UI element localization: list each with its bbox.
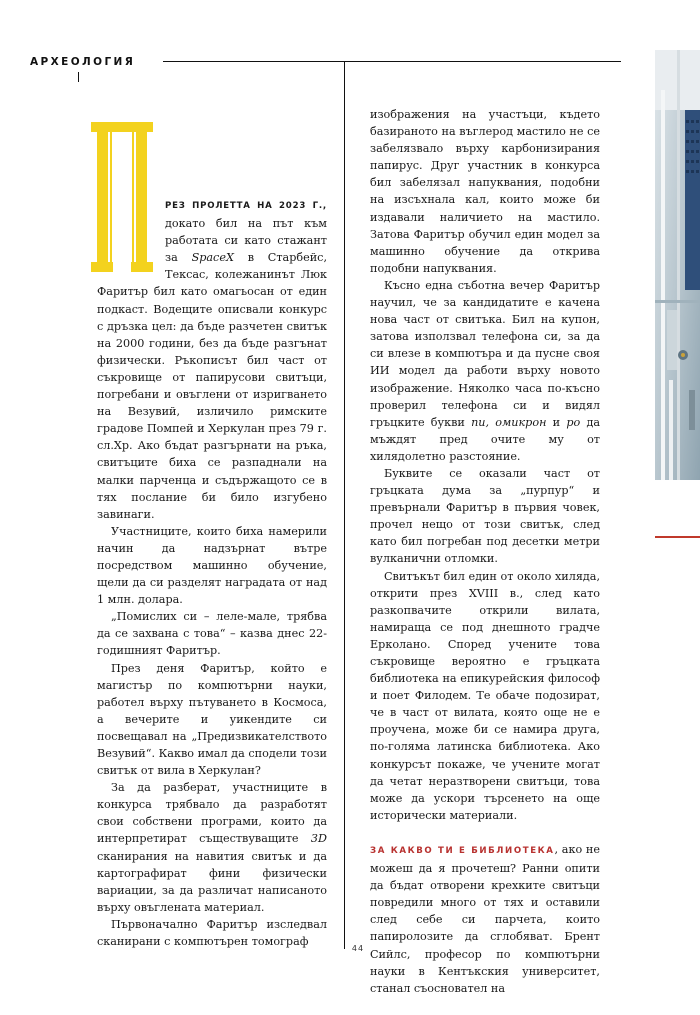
lead-in: РЕЗ ПРОЛЕТТА НА 2023 Г., <box>165 201 327 211</box>
paragraph-10: Свитъкът бил един от около хиляда, открити през XVIII в., след като разкопвачите открили вилата, намираща се под днешното градче Ерколано. Според учените това съкровище вероятно е гръцката библиотека на епикурейския философ и поет Филодем. Те обаче подозират, че в част от вилата, която още не е проучена, може би се намира друга, по-голяма латинска библиотека. Ако конкурсът покаже, че учените могат да четат неразтворени свитъци, това може да ускори търсенето на още исторически материали. <box>370 569 600 822</box>
paragraph-8: Късно една съботна вечер Фаритър научил, че за кандидатите е качена нова част от свитъка. Бил на купон, затова използвал телефона си, за да си влезе в компютъра и да пусне своя ИИ модел да работи върху новото изображение. Няколко часа по-късно проверил телефона си и видял гръцките букви пи, омикрон и ро да мъждят пред очите му от хилядолетно разстояние. <box>370 278 601 463</box>
page-number: 44 <box>351 944 365 953</box>
paragraph-4: През деня Фаритър, който е магистър по компютърни науки, работел върху пътуването в Космоса, а вечерите и уикендите си посвещавал на „Предизвикателството Везувий“. Какво имал да сподели този свитък от вила в Херкулан? <box>97 661 327 778</box>
article-column-2 <box>370 106 600 997</box>
column-divider <box>344 61 345 949</box>
paragraph-1: РЕЗ ПРОЛЕТТА НА 2023 Г., докато бил на път към работата си като стажант за SpaceX в Старбейс, Тексас, колежанинът Люк Фаритър бил като омагьосан от един подкаст. Водещите описвали конкурс с дръзка цел: да бъде разчетен свитък на 2000 години, без да бъде разгънат физически. Ръкописът бил част от съкровище от папирусови свитъци, погребани и овъглени от изригването на Везувий, изличило римските градове Помпей и Херкулан през 79 г. сл.Хр. Ако бъдат разгърнати на ръка, свитъците биха се разпаднали на малки парченца и съдържащото се в тях послание би било изгубено завинаги. <box>97 201 327 521</box>
paragraph-9: Буквите се оказали част от гръцката дума за „пурпур“ и превърнали Фаритър в първия човек, прочел нещо от този свитък, след като бил погребан под десетки метри вулканични отломки. <box>370 466 600 566</box>
paragraph-2: Участниците, които биха намерили начин да надзърнат вътре посредством машинно обучение, щели да си разделят наградата от над 1 млн. долара. <box>97 524 327 607</box>
left-frame-rule <box>78 72 79 82</box>
paragraph-5: За да разберат, участниците в конкурса трябвало да разработят свои собствени програми, които да интерпретират съществуващите 3D сканирания на навития свитък и да картографират фини физически вариации, за да различат написаното върху овъглената материал. <box>97 781 327 914</box>
subheading: ЗА КАКВО ТИ Е БИБЛИОТЕКА <box>370 845 555 856</box>
paragraph-11: ЗА КАКВО ТИ Е БИБЛИОТЕКА, ако не можеш да я прочетеш? Ранни опити да бъдат отворени крехките свитъци повредили много от тях и оставили след себе си парчета, които папиролозите да сглобяват. Брент Сийлс, професор по компютърни науки в Кентъкския университет, станал съосновател на <box>370 842 600 995</box>
paragraph-7: изображения на участъци, където базираното на въглерод мастило не се забелязвало върху карбонизирания папирус. Друг участник в конкурса бил забелязал напуквания, подобни на изсъхнала кал, които може би издавали наличието на мастило. Затова Фаритър обучил един модел за машинно обучение да открива подобни напуквания. <box>370 108 600 275</box>
photo-strip-image <box>655 50 700 480</box>
section-label: АРХЕОЛОГИЯ <box>30 56 136 68</box>
paragraph-6: Първоначално Фаритър изследвал сканирани с компютърен томограф <box>97 917 327 949</box>
paragraph-3: „Помислих си – леле-мале, трябва да се захвана с това“ – казва днес 22-годишният Фаритър. <box>97 610 327 658</box>
header-rule <box>163 61 621 62</box>
accent-rule <box>655 536 700 538</box>
article-column-1 <box>97 118 327 950</box>
dropcap-letter <box>91 122 153 272</box>
